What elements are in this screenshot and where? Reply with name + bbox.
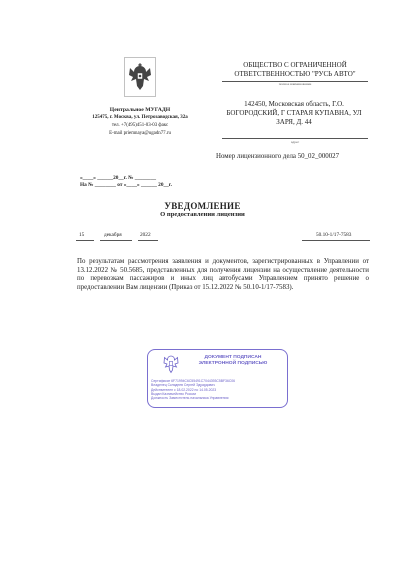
- outgoing-reference: [80, 175, 220, 189]
- body-paragraph: По результатам рассмотрения заявления и документов, зарегистрированных в Управлении от 13.12.2022 № 50.5685, представленных для получения лицензии на осуществление деятельности по перевозкам пассажиров и иных лиц автобусами Управлением принято решение о предоставлении Вам лицензии (Приказ от 15.12.2022 № 50.10-1/17-7583).: [77, 258, 369, 292]
- notice-subtitle: О предоставлении лицензии: [160, 211, 245, 218]
- date-year: 2022: [140, 232, 151, 238]
- stamp-owner: Владелец Скляднев Сергей Эдуардович: [151, 383, 215, 388]
- stamp-title: ДОКУМЕНТ ПОДПИСАН ЭЛЕКТРОННОЙ ПОДПИСЬЮ: [198, 355, 268, 366]
- outgoing-reply-line: На № ________ от «____» ______ 20__г.: [80, 182, 172, 189]
- coat-of-arms-emblem-icon: [124, 57, 156, 97]
- recipient-address: 142450, Московская область, Г.О. БОГОРОДСКИЙ, Г СТАРАЯ КУПАВНА, УЛ ЗАРЯ, Д. 44: [226, 100, 362, 127]
- authority-address: 125475, г. Москва, ул. Петрозаводская, 32а: [92, 115, 188, 120]
- electronic-signature-stamp: [147, 349, 288, 408]
- recipient-address-caption: адрес: [290, 140, 300, 144]
- authority-name: Центральное МУГАДН: [109, 107, 171, 113]
- authority-email: E-mail priemnaya@ugadn77.ru: [109, 131, 171, 136]
- stamp-issuer: Выдан Казначейство России: [151, 391, 196, 396]
- stamp-certificate: Сертификат 6F71994C6C55491C7044393C5BF36C06: [151, 379, 236, 383]
- recipient-name-caption: полное наименование: [278, 82, 312, 86]
- stamp-emblem-icon: [162, 354, 180, 375]
- recipient-name: ОБЩЕСТВО С ОГРАНИЧЕННОЙ ОТВЕТСТВЕННОСТЬЮ "РУСЬ АВТО": [234, 61, 356, 79]
- notice-title: УВЕДОМЛЕНИЕ: [164, 201, 241, 211]
- authority-phone: тел. +7(495)451-03-03 факс: [111, 123, 169, 128]
- date-day: 15: [79, 232, 85, 238]
- document-number: 50.10-1/17-7583: [316, 232, 352, 238]
- license-case-number: Номер лицензионного дела 50_02_000027: [216, 153, 340, 160]
- stamp-validity: Действителен с 18.02.2022 по 14.05.2023: [151, 387, 217, 392]
- outgoing-date-line: «____» ______20__г. № ________: [80, 175, 156, 181]
- date-month: декабря: [104, 232, 122, 238]
- stamp-position: Должность Заместитель начальника Управления: [151, 396, 229, 401]
